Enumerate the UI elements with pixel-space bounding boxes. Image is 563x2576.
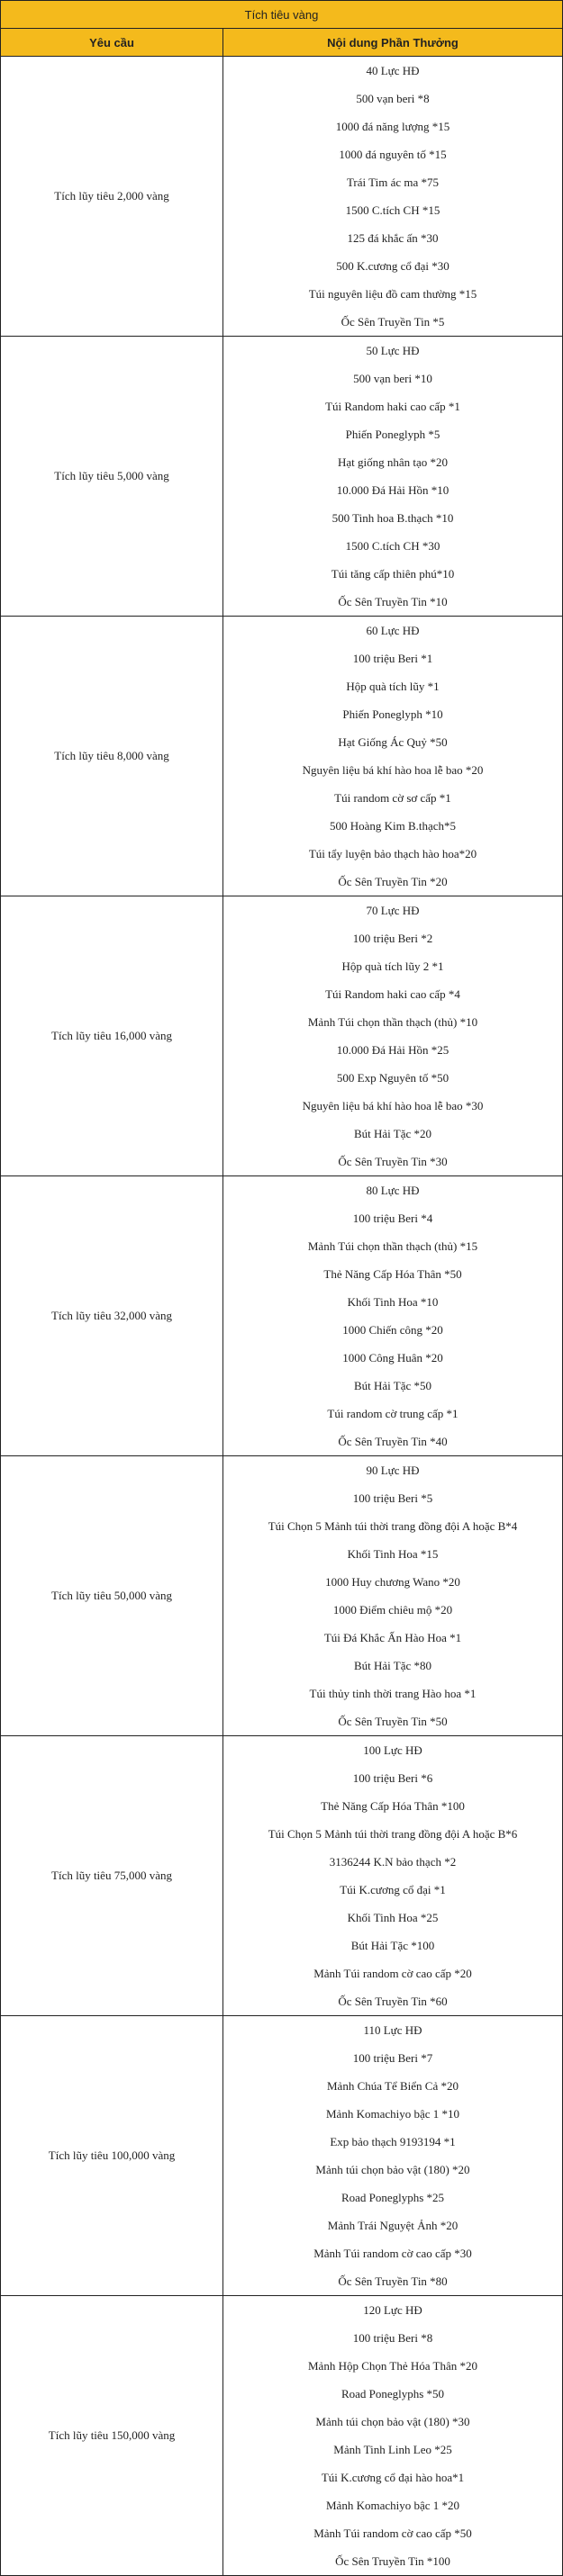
reward-item: 100 triệu Beri *4 <box>352 1211 433 1225</box>
tier-list <box>1 57 563 2576</box>
reward-item: 100 triệu Beri *7 <box>352 2051 433 2065</box>
reward-item: 100 triệu Beri *2 <box>352 932 433 945</box>
tier-requirement: Tích lũy tiêu 100,000 vàng <box>1 2016 223 2296</box>
reward-item: 100 triệu Beri *1 <box>352 652 433 665</box>
tier-row <box>1 1176 563 1456</box>
reward-item: Nguyên liệu bá khí hào hoa lễ bao *30 <box>302 1099 484 1112</box>
reward-item: 100 triệu Beri *8 <box>352 2331 433 2345</box>
reward-item: 1000 Điểm chiêu mộ *20 <box>332 1603 453 1617</box>
reward-item: Trái Tim ác ma *75 <box>346 176 440 189</box>
reward-item: 500 Exp Nguyên tố *50 <box>336 1071 449 1085</box>
reward-item: Mảnh Túi random cờ cao cấp *30 <box>313 2247 472 2260</box>
reward-item: Ốc Sên Truyền Tin *5 <box>341 315 445 329</box>
reward-item: Hộp quà tích lũy *1 <box>346 680 440 693</box>
tier-row <box>1 2296 563 2576</box>
tier-rewards <box>223 1456 563 1736</box>
tier-requirement: Tích lũy tiêu 150,000 vàng <box>1 2296 223 2576</box>
reward-item: 1500 C.tích CH *15 <box>345 203 440 217</box>
reward-item: Ốc Sên Truyền Tin *40 <box>338 1435 448 1448</box>
tier-row <box>1 617 563 896</box>
reward-item: 1500 C.tích CH *30 <box>345 539 440 553</box>
header-rewards: Nội dung Phần Thưởng <box>223 29 563 57</box>
reward-item: Ốc Sên Truyền Tin *50 <box>338 1715 448 1728</box>
reward-item: 500 vạn beri *10 <box>353 372 432 385</box>
table-title-row <box>1 1 563 29</box>
header-requirement: Yêu cầu <box>1 29 223 57</box>
reward-item: Thẻ Năng Cấp Hóa Thân *50 <box>323 1267 462 1281</box>
reward-item: Túi tẩy luyện bảo thạch hào hoa*20 <box>308 847 477 860</box>
reward-item: Phiến Poneglyph *10 <box>342 707 443 721</box>
reward-item: Bút Hải Tặc *50 <box>353 1379 432 1392</box>
reward-item: 50 Lực HĐ <box>366 344 420 357</box>
reward-item: Mảnh Trái Nguyệt Ảnh *20 <box>327 2219 459 2232</box>
reward-item: 1000 Công Huân *20 <box>342 1351 443 1365</box>
reward-item: Bút Hải Tặc *100 <box>350 1939 435 1952</box>
tier-rewards <box>223 337 563 617</box>
tier-rewards <box>223 2016 563 2296</box>
reward-item: Mảnh Tinh Linh Leo *25 <box>333 2443 452 2456</box>
tier-rewards <box>223 2296 563 2576</box>
tier-requirement: Tích lũy tiêu 2,000 vàng <box>1 57 223 337</box>
reward-item: Túi Đá Khắc Ấn Hào Hoa *1 <box>323 1631 462 1644</box>
tier-rewards <box>223 617 563 896</box>
reward-item: Túi Random haki cao cấp *4 <box>325 987 460 1001</box>
tier-row <box>1 1456 563 1736</box>
reward-item: Exp bảo thạch 9193194 *1 <box>330 2135 456 2148</box>
tier-rewards <box>223 1736 563 2016</box>
reward-item: 40 Lực HĐ <box>366 64 420 77</box>
tier-row <box>1 896 563 1176</box>
reward-item: Mảnh túi chọn bảo vật (180) *20 <box>315 2163 470 2176</box>
tier-row <box>1 337 563 617</box>
tier-requirement: Tích lũy tiêu 32,000 vàng <box>1 1176 223 1456</box>
reward-item: 500 vạn beri *8 <box>356 92 430 105</box>
table-title: Tích tiêu vàng <box>1 1 563 29</box>
tier-rewards <box>223 896 563 1176</box>
reward-item: 100 triệu Beri *5 <box>352 1491 433 1505</box>
reward-item: Túi Chọn 5 Mảnh túi thời trang đồng đội A hoặc B*4 <box>268 1519 518 1533</box>
reward-item: 125 đá khắc ấn *30 <box>347 231 439 245</box>
reward-item: Mảnh Komachiyo bậc 1 *10 <box>325 2107 460 2121</box>
tier-row <box>1 2016 563 2296</box>
reward-item: Khối Tinh Hoa *15 <box>347 1547 439 1561</box>
tier-requirement: Tích lũy tiêu 8,000 vàng <box>1 617 223 896</box>
reward-item: 80 Lực HĐ <box>366 1184 420 1197</box>
reward-item: Túi tăng cấp thiên phú*10 <box>331 567 455 581</box>
reward-item: 60 Lực HĐ <box>366 624 420 637</box>
reward-item: Mảnh túi chọn bảo vật (180) *30 <box>315 2415 470 2428</box>
reward-item: 10.000 Đá Hải Hồn *10 <box>336 483 449 497</box>
tier-requirement: Tích lũy tiêu 75,000 vàng <box>1 1736 223 2016</box>
reward-item: 500 K.cương cổ đại *30 <box>336 259 449 273</box>
reward-item: Mảnh Chúa Tể Biển Cả *20 <box>327 2079 459 2093</box>
tier-rewards <box>223 57 563 337</box>
reward-item: Túi nguyên liệu đồ cam thường *15 <box>308 287 477 301</box>
reward-item: Túi random cờ trung cấp *1 <box>327 1407 459 1420</box>
reward-item: Mảnh Komachiyo bậc 1 *20 <box>325 2499 460 2512</box>
reward-item: Túi K.cương cổ đại *1 <box>340 1883 446 1896</box>
reward-item: Ốc Sên Truyền Tin *100 <box>335 2554 450 2568</box>
reward-item: 110 Lực HĐ <box>363 2023 422 2037</box>
reward-item: Mảnh Túi random cờ cao cấp *20 <box>313 1967 472 1980</box>
reward-item: 10.000 Đá Hải Hồn *25 <box>336 1043 449 1057</box>
reward-item: Bút Hải Tặc *20 <box>353 1127 432 1140</box>
reward-item: 120 Lực HĐ <box>363 2303 422 2317</box>
reward-item: Mảnh Túi chọn thần thạch (thủ) *15 <box>307 1239 478 1253</box>
reward-item: Phiến Poneglyph *5 <box>345 428 440 441</box>
reward-item: Mảnh Hộp Chọn Thẻ Hóa Thân *20 <box>308 2359 477 2373</box>
reward-item: Túi Chọn 5 Mảnh túi thời trang đồng đội A hoặc B*6 <box>268 1827 518 1841</box>
reward-item: Mảnh Túi random cờ cao cấp *50 <box>313 2526 472 2540</box>
reward-item: Túi thủy tinh thời trang Hào hoa *1 <box>309 1687 477 1700</box>
tier-row <box>1 57 563 337</box>
reward-item: 90 Lực HĐ <box>366 1464 420 1477</box>
reward-item: Ốc Sên Truyền Tin *10 <box>338 595 448 608</box>
reward-item: Ốc Sên Truyền Tin *30 <box>338 1155 448 1168</box>
reward-item: 70 Lực HĐ <box>366 904 420 917</box>
reward-item: 1000 Huy chương Wano *20 <box>325 1575 460 1589</box>
reward-item: Khối Tinh Hoa *25 <box>347 1911 439 1924</box>
reward-item: Nguyên liệu bá khí hào hoa lễ bao *20 <box>302 763 484 777</box>
reward-item: Túi Random haki cao cấp *1 <box>325 400 460 413</box>
reward-item: Thẻ Năng Cấp Hóa Thân *100 <box>321 1799 465 1813</box>
tier-rewards <box>223 1176 563 1456</box>
reward-item: 100 Lực HĐ <box>363 1743 422 1757</box>
reward-item: Ốc Sên Truyền Tin *20 <box>338 875 448 888</box>
reward-item: Road Poneglyphs *50 <box>341 2387 445 2400</box>
reward-item: Ốc Sên Truyền Tin *60 <box>338 1995 448 2008</box>
reward-item: Hạt giống nhân tạo *20 <box>337 455 449 469</box>
reward-item: 500 Hoàng Kim B.thạch*5 <box>329 819 457 833</box>
reward-item: 1000 đá nguyên tố *15 <box>339 148 447 161</box>
reward-item: Khối Tinh Hoa *10 <box>347 1295 439 1309</box>
reward-item: Hộp quà tích lũy 2 *1 <box>341 959 444 973</box>
reward-item: Road Poneglyphs *25 <box>341 2191 445 2204</box>
tier-requirement: Tích lũy tiêu 50,000 vàng <box>1 1456 223 1736</box>
reward-item: 500 Tinh hoa B.thạch *10 <box>331 511 454 525</box>
tier-requirement: Tích lũy tiêu 16,000 vàng <box>1 896 223 1176</box>
reward-item: 1000 đá năng lượng *15 <box>335 120 450 133</box>
reward-item: Hạt Giống Ác Quỷ *50 <box>338 735 448 749</box>
reward-item: Bút Hải Tặc *80 <box>353 1659 432 1672</box>
reward-item: 1000 Chiến công *20 <box>342 1323 443 1337</box>
tier-requirement: Tích lũy tiêu 5,000 vàng <box>1 337 223 617</box>
reward-item: Mảnh Túi chọn thần thạch (thủ) *10 <box>307 1015 478 1029</box>
reward-item: Túi K.cương cổ đại hào hoa*1 <box>321 2471 465 2484</box>
header-row <box>1 29 563 57</box>
tier-row <box>1 1736 563 2016</box>
reward-item: 3136244 K.N bảo thạch *2 <box>329 1855 457 1869</box>
reward-item: Túi random cờ sơ cấp *1 <box>334 791 451 805</box>
reward-item: 100 triệu Beri *6 <box>352 1771 433 1785</box>
reward-item: Ốc Sên Truyền Tin *80 <box>338 2274 448 2288</box>
